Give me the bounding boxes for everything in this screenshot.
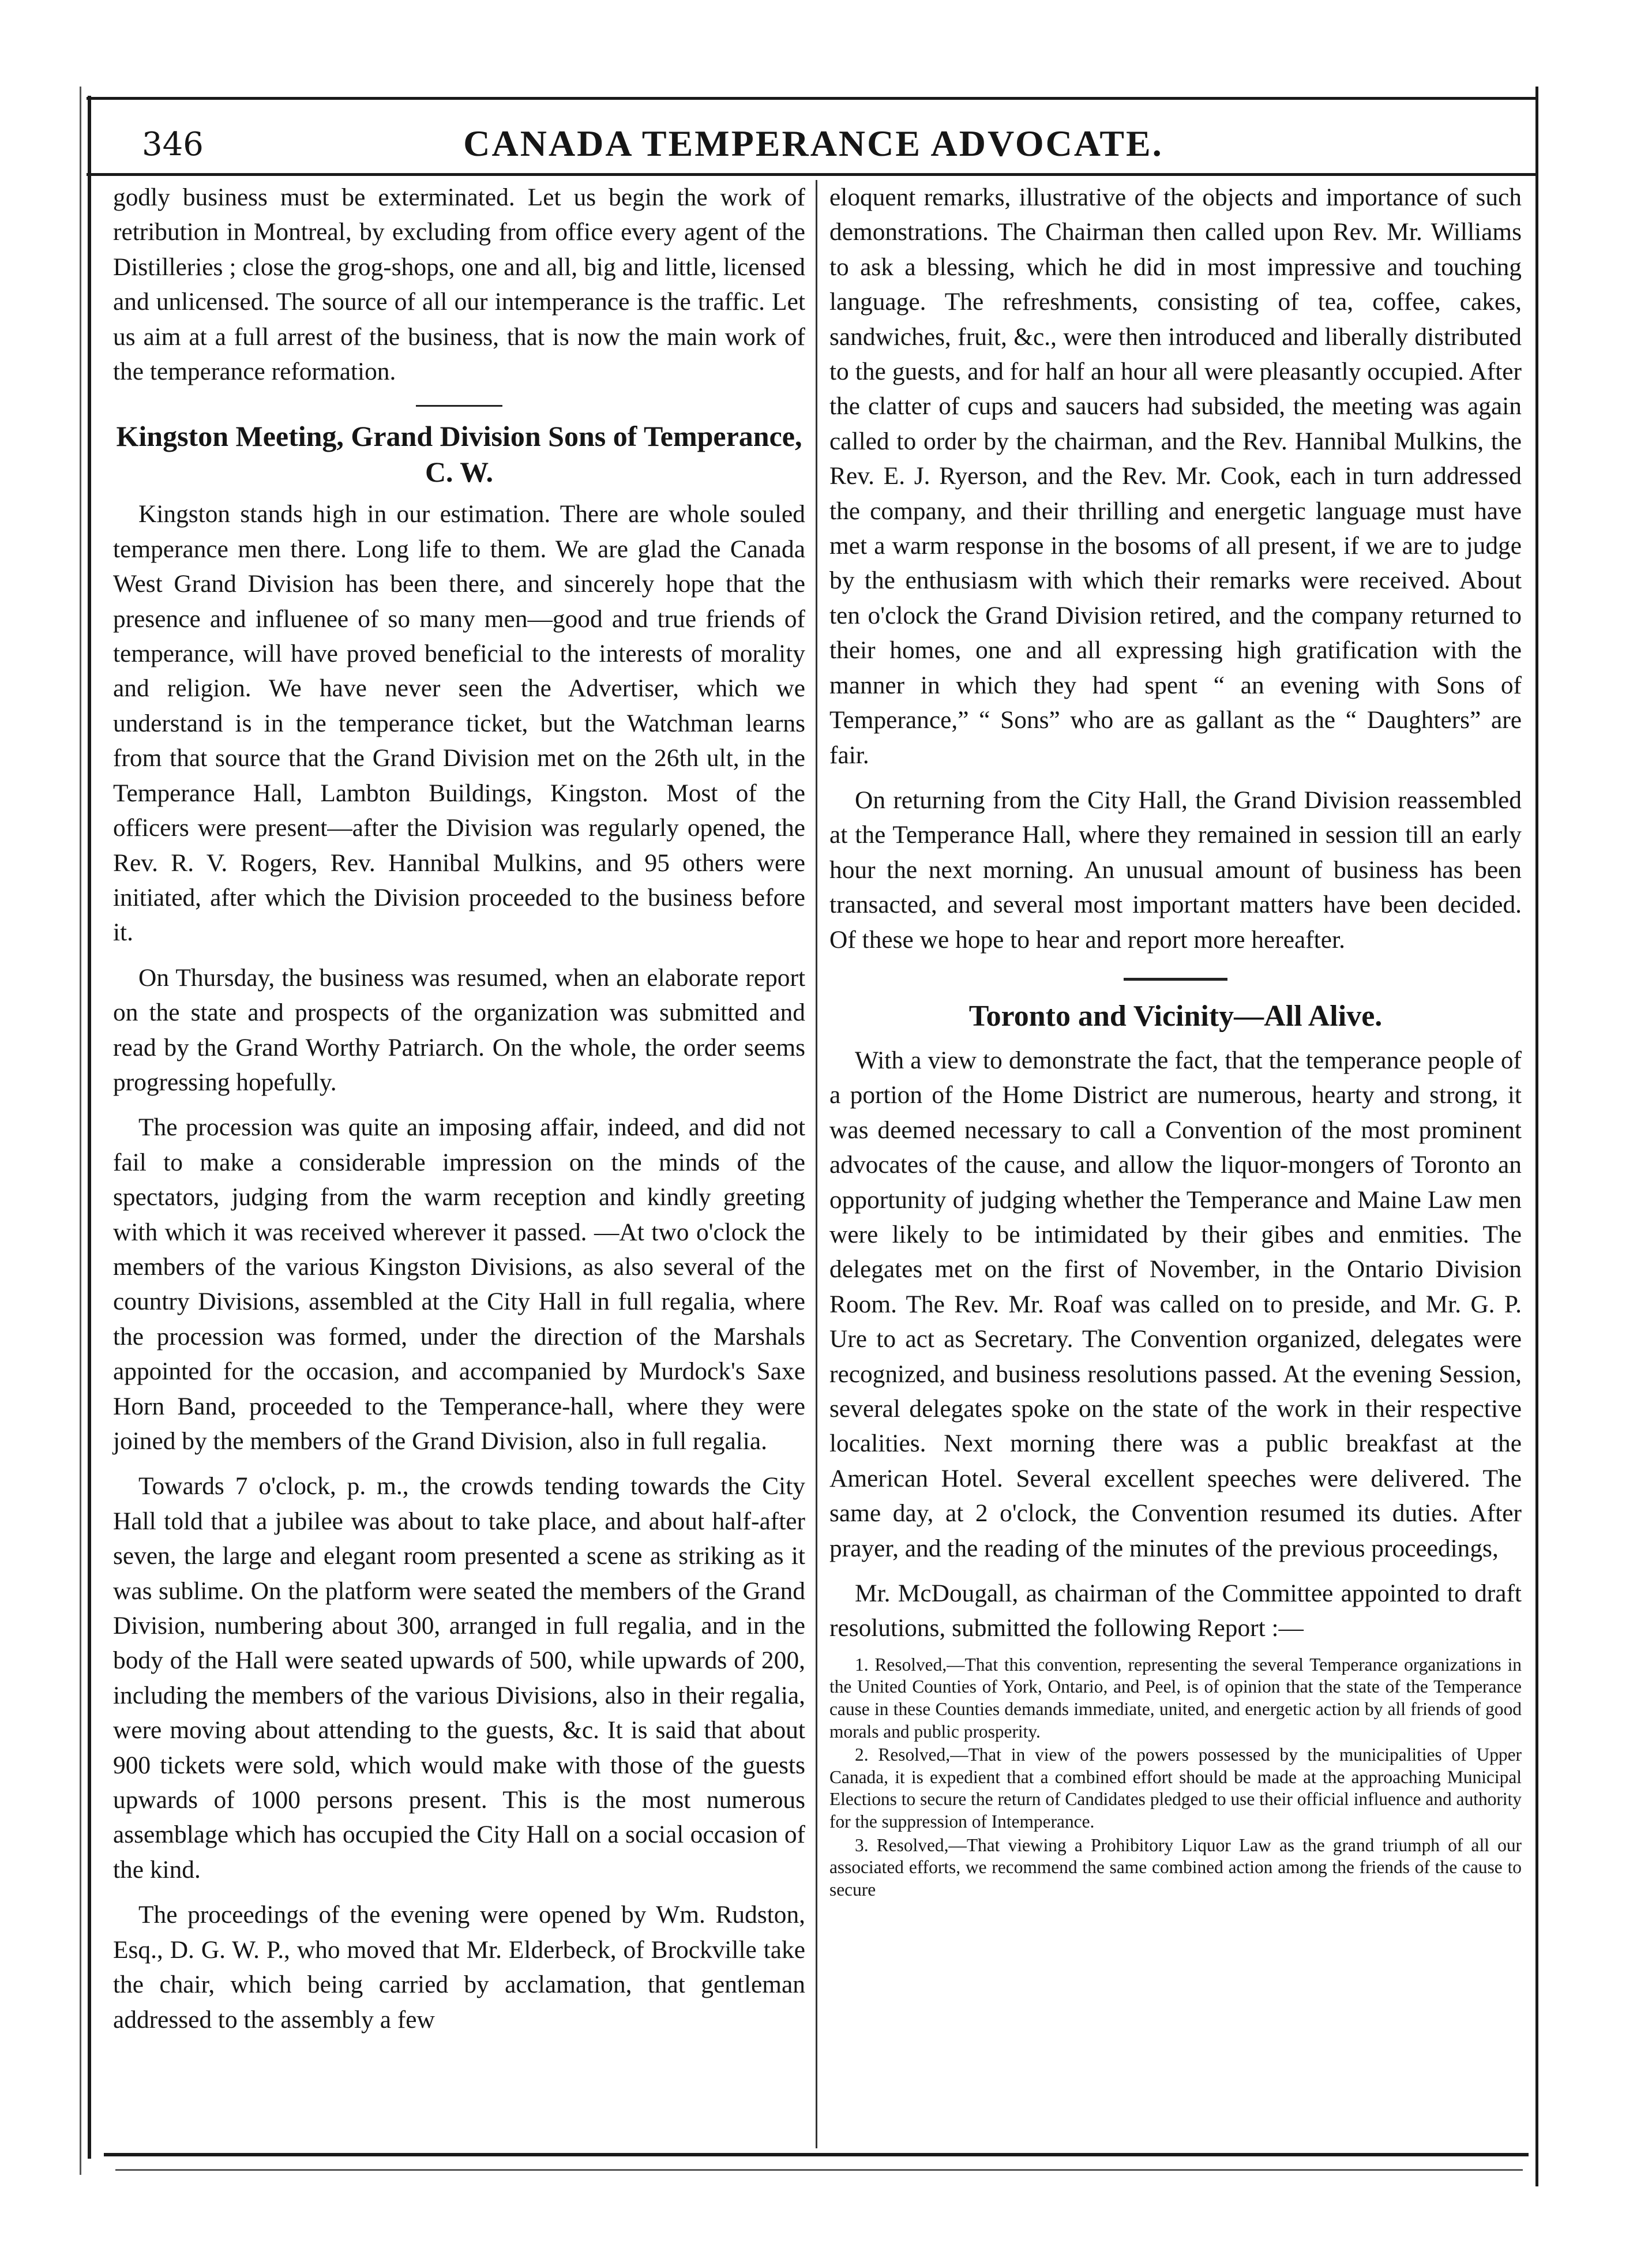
header-rule [87, 173, 1538, 176]
kingston-paragraph-4: Towards 7 o'clock, p. m., the crowds tending towards the City Hall told that a jubilee was about to take place, and about half-after seven, the large and elegant room presented a scene as striking as it was sublime. On the platform were seated the members of the Grand Division, numbering about 300, arranged in full regalia, and in the body of the Hall were seated upwards of 500, while upwards of 200, including the members of the various Divisions, also in their regalia, were moving about attending to the guests, &c. It is said that about 900 tickets were sold, which would make with those of the guests upwards of 1000 persons present. This is the most numerous assemblage which has occupied the City Hall on a social occasion of the kind. [113, 1472, 805, 1884]
column-divider [816, 180, 817, 2148]
resolutions-list [829, 1654, 1522, 1901]
frame-top-border [87, 97, 1538, 100]
kingston-paragraph-5: The proceedings of the evening were opened by Wm. Rudston, Esq., D. G. W. P., who moved that Mr. Elderbeck, of Brockville take the chair, which being carried by acclamation, that gentleman addressed to the assembly a few [113, 1901, 805, 2034]
section-separator [416, 405, 502, 407]
returning-paragraph: On returning from the City Hall, the Grand Division reassembled at the Temperance Hall, where they remained in session till an early hour the next morning. An unusual amount of business has been transacted, and several most important matters have been decided. Of these we hope to hear and report more hereafter. [829, 786, 1522, 954]
footer-rule-thin [115, 2169, 1523, 2171]
page-number: 346 [142, 126, 204, 163]
masthead [92, 122, 1534, 168]
section-separator-thick [1124, 978, 1227, 981]
toronto-heading: Toronto and Vicinity—All Alive. [968, 999, 1383, 1033]
footer-rule [104, 2153, 1529, 2156]
frame-right-border [1535, 87, 1538, 2186]
resolution-2: 2. Resolved,—That in view of the powers possessed by the municipalities of Upper Canada, it is expedient that a combined effort should be made at the approaching Municipal Elections to secure the return of Candidates pledged to use their official influence and authority for the suppression of Intemperance. [829, 1744, 1522, 1832]
right-column [829, 180, 1522, 1902]
left-intro-paragraph: godly business must be exterminated. Let us begin the work of retribution in Montreal, by excluding from office every agent of the Distilleries ; close the grog-shops, one and all, big and little, licensed and unlicensed. The source of all our intemperance is the traffic. Let us aim at a full arrest of the business, that is now the main work of the temperance reformation. [113, 183, 805, 386]
page-title: CANADA TEMPERANCE ADVOCATE. [463, 123, 1163, 164]
kingston-paragraph-1: Kingston stands high in our estimation. There are whole souled temperance men there. Long life to them. We are glad the Canada West Grand Division has been there, and sincerely hope that the presence and influenee of so many men—good and true friends of temperance, will have proved beneficial to the interests of morality and religion. We have never seen the Advertiser, which we understand is in the temperance ticket, but the Watchman learns from that source that the Grand Division met on the 26th ult, in the Temperance Hall, Lambton Buildings, Kingston. Most of the officers were present—after the Division was regularly opened, the Rev. R. V. Rogers, Rev. Hannibal Mulkins, and 95 others were initiated, after which the Division proceeded to the business before it. [113, 500, 805, 947]
left-column [113, 180, 805, 2037]
kingston-heading: Kingston Meeting, Grand Division Sons of Temperance, C. W. [116, 420, 802, 489]
frame-left-border [88, 96, 91, 2159]
mcdougall-paragraph: Mr. McDougall, as chairman of the Committee appointed to draft resolutions, submitted the following Report :— [829, 1580, 1522, 1642]
right-continuation-paragraph: eloquent remarks, illustrative of the objects and importance of such demonstrations. The Chairman then called upon Rev. Mr. Williams to ask a blessing, which he did in most impressive and touching language. The refreshments, consisting of tea, coffee, cakes, sandwiches, fruit, &c., were then introduced and liberally distributed to the guests, and for half an hour all were pleasantly occupied. After the clatter of cups and saucers had subsided, the meeting was again called to order by the chairman, and the Rev. Hannibal Mulkins, the Rev. E. J. Ryerson, and the Rev. Mr. Cook, each in turn addressed the company, and their thrilling and energetic language must have met a warm response in the bosoms of all present, if we are to judge by the enthusiasm with which their remarks were received. About ten o'clock the Grand Division retired, and the company returned to their homes, one and all expressing high gratification with the manner in which they had spent “ an evening with Sons of Temperance,” “ Sons” who are as gallant as the “ Daughters” are fair. [829, 183, 1522, 769]
kingston-paragraph-2: On Thursday, the business was resumed, when an elaborate report on the state and prospects of the organization was submitted and read by the Grand Worthy Patriarch. On the whole, the order seems progressing hopefully. [113, 963, 805, 1096]
resolution-3: 3. Resolved,—That viewing a Prohibitory Liquor Law as the grand triumph of all our associated efforts, we recommend the same combined action among the friends of the cause to secure [829, 1834, 1522, 1900]
toronto-paragraph: With a view to demonstrate the fact, that the temperance people of a portion of the Home District are numerous, hearty and strong, it was deemed necessary to call a Convention of the most prominent advocates of the cause, and allow the liquor-mongers of Toronto an opportunity of judging whether the Temperance and Maine Law men were likely to be intimidated by their gibes and enmities. The delegates met on the first of November, in the Ontario Division Room. The Rev. Mr. Roaf was called on to preside, and Mr. G. P. Ure to act as Secretary. The Convention organized, delegates were recognized, and business resolutions passed. At the evening Session, several delegates spoke on the state of the work in their respective localities. Next morning there was a public breakfast at the American Hotel. Several excellent speeches were delivered. The same day, at 2 o'clock, the Convention resumed its duties. After prayer, and the reading of the minutes of the previous proceedings, [829, 1046, 1522, 1562]
frame-outer-left [80, 87, 81, 2175]
resolution-1: 1. Resolved,—That this convention, representing the several Temperance organizations in the United Counties of York, Ontario, and Peel, is of opinion that the state of the Temperance cause in these Counties demands immediate, united, and energetic action by all friends of good morals and public prosperity. [829, 1654, 1522, 1742]
kingston-paragraph-3: The procession was quite an imposing affair, indeed, and did not fail to make a considerable impression on the minds of the spectators, judging from the warm reception and kindly greeting with which it was received wherever it passed. —At two o'clock the members of the various Kingston Divisions, as also several of the country Divisions, assembled at the City Hall in full regalia, where the procession was formed, under the direction of the Marshals appointed for the occasion, and accompanied by Murdock's Saxe Horn Band, proceeded to the Temperance-hall, where they were joined by the members of the Grand Division, also in full regalia. [113, 1113, 805, 1455]
